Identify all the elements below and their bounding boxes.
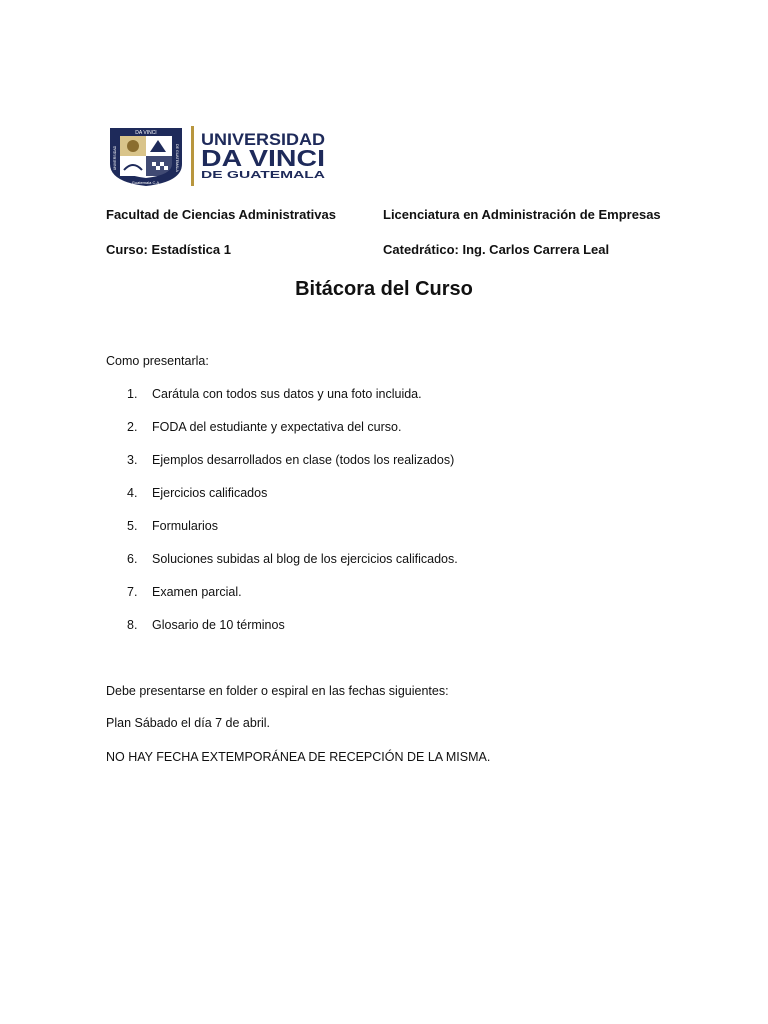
list-item <box>127 452 458 485</box>
faculty-label: Facultad de Ciencias Administrativas <box>106 207 336 222</box>
list-item-number: 5. <box>127 519 138 533</box>
course-label: Curso: Estadística 1 <box>106 242 231 257</box>
list-item-text: Glosario de 10 términos <box>152 618 285 632</box>
list-item-text: Examen parcial. <box>152 585 242 599</box>
seal-left-text: UNIVERSIDAD <box>113 145 117 171</box>
list-item-number: 7. <box>127 585 138 599</box>
list-item <box>127 485 458 518</box>
intro-text: Como presentarla: <box>106 354 209 368</box>
list-item <box>127 551 458 584</box>
wordmark-name: DA VINCI <box>201 145 325 171</box>
seal-top-text: DA VINCI <box>135 130 157 136</box>
wordmark-university: UNIVERSIDAD <box>201 131 326 149</box>
warning-text: NO HAY FECHA EXTEMPORÁNEA DE RECEPCIÓN DE LA MISMA. <box>106 750 491 764</box>
list-item <box>127 617 458 650</box>
list-item-number: 3. <box>127 453 138 467</box>
university-wordmark <box>201 128 331 184</box>
list-item-number: 8. <box>127 618 138 632</box>
list-item <box>127 419 458 452</box>
list-item-text: Ejercicios calificados <box>152 486 268 500</box>
degree-label: Licenciatura en Administración de Empresas <box>383 207 661 222</box>
seal-bottom-text: Guatemala C.A. <box>131 180 161 185</box>
page-title: Bitácora del Curso <box>295 278 473 300</box>
requirements-list <box>127 386 458 650</box>
logo-divider <box>191 126 194 186</box>
list-item-number: 6. <box>127 552 138 566</box>
list-item-number: 1. <box>127 387 138 401</box>
wordmark-country: DE GUATEMALA <box>201 170 325 181</box>
delivery-date-text: Plan Sábado el día 7 de abril. <box>106 716 271 730</box>
seal-right-text: DE GUATEMALA <box>175 144 179 172</box>
list-item <box>127 584 458 617</box>
list-item <box>127 386 458 419</box>
university-seal-icon <box>106 124 186 188</box>
list-item-text: Soluciones subidas al blog de los ejercicios calificados. <box>152 552 458 566</box>
professor-label: Catedrático: Ing. Carlos Carrera Leal <box>383 242 610 257</box>
list-item-text: Carátula con todos sus datos y una foto incluida. <box>152 387 422 401</box>
list-item-text: Formularios <box>152 519 218 533</box>
list-item <box>127 518 458 551</box>
delivery-text: Debe presentarse en folder o espiral en las fechas siguientes: <box>106 684 449 698</box>
university-logo <box>106 124 326 190</box>
list-item-number: 4. <box>127 486 138 500</box>
list-item-number: 2. <box>127 420 138 434</box>
list-item-text: FODA del estudiante y expectativa del curso. <box>152 420 402 434</box>
list-item-text: Ejemplos desarrollados en clase (todos los realizados) <box>152 453 455 467</box>
